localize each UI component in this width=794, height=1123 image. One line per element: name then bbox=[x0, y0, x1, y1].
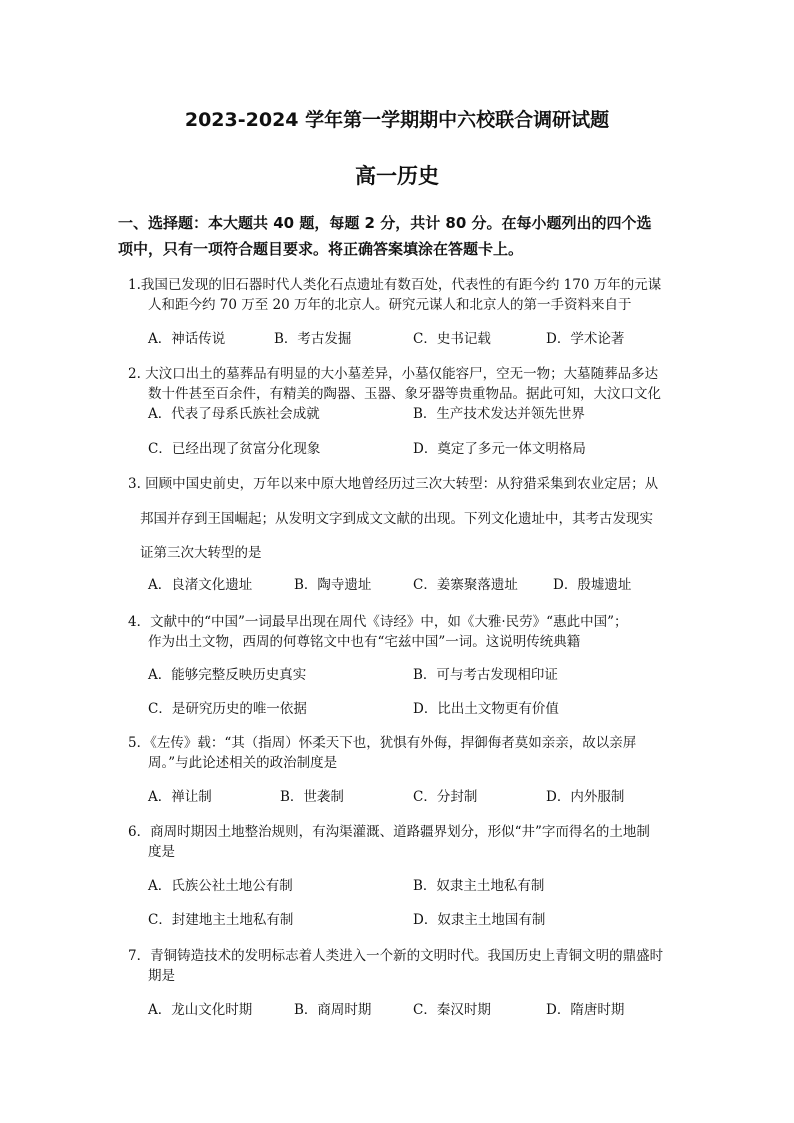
question-3-option-b: B．陶寺遗址 bbox=[294, 577, 372, 593]
question-1-line-1: 1.我国已发现的旧石器时代人类化石点遗址有数百处，代表性的有距今约 170 万年的元谋 bbox=[128, 277, 662, 293]
question-7-line-2: 期是 bbox=[148, 968, 175, 984]
question-1-option-d: D．学术论著 bbox=[546, 331, 625, 347]
question-1-option-c: C．史书记载 bbox=[413, 331, 491, 347]
question-7-line-1: 7．青铜铸造技术的发明标志着人类进入一个新的文明时代。我国历史上青铜文明的鼎盛时 bbox=[128, 948, 664, 964]
question-3-line-2: 邦国并存到王国崛起；从发明文字到成文文献的出现。下列文化遗址中，其考古发现实 bbox=[140, 511, 653, 527]
question-7-option-d: D．隋唐时期 bbox=[546, 1002, 625, 1018]
question-1-line-2: 人和距今约 70 万至 20 万年的北京人。研究元谋人和北京人的第一手资料来自于 bbox=[148, 297, 632, 313]
question-5-line-1: 5．《左传》载：“其（指周）怀柔天下也，犹惧有外侮，捍御侮者莫如亲亲，故以亲屏 bbox=[128, 735, 637, 751]
question-6-option-d: D．奴隶主土地国有制 bbox=[413, 912, 546, 928]
question-2-option-d: D．奠定了多元一体文明格局 bbox=[413, 441, 586, 457]
question-6-option-b: B．奴隶主土地私有制 bbox=[413, 878, 545, 894]
question-2-option-b: B．生产技术发达并领先世界 bbox=[413, 406, 585, 422]
subject-title: 高一历史 bbox=[355, 164, 439, 188]
question-4-option-c: C．是研究历史的唯一依据 bbox=[148, 701, 307, 717]
section-instructions-line-1: 一、选择题：本大题共 40 题，每题 2 分，共计 80 分。在每小题列出的四个选 bbox=[118, 214, 652, 232]
question-1-option-b: B．考古发掘 bbox=[274, 331, 352, 347]
question-4-option-d: D．比出土文物更有价值 bbox=[413, 701, 559, 717]
question-3-line-1: 3. 回顾中国史前史，万年以来中原大地曾经历过三次大转型：从狩猎采集到农业定居；从 bbox=[128, 476, 659, 492]
page-title: 2023-2024 学年第一学期期中六校联合调研试题 bbox=[184, 109, 610, 131]
question-2-line-1: 2. 大汶口出土的墓葬品有明显的大小墓差异，小墓仅能容尸，空无一物；大墓随葬品多达 bbox=[128, 366, 659, 382]
question-1-option-a: A．神话传说 bbox=[148, 331, 226, 347]
question-4-line-2: 作为出土文物，西周的何尊铭文中也有“宅兹中国”一词。这说明传统典籍 bbox=[148, 634, 581, 650]
section-instructions-line-2: 项中，只有一项符合题目要求。将正确答案填涂在答题卡上。 bbox=[118, 240, 524, 258]
question-5-option-c: C．分封制 bbox=[413, 789, 478, 805]
question-2-option-c: C．已经出现了贫富分化现象 bbox=[148, 441, 321, 457]
question-6-option-c: C．封建地主土地私有制 bbox=[148, 912, 294, 928]
question-6-line-2: 度是 bbox=[148, 844, 175, 860]
question-4-option-b: B．可与考古发现相印证 bbox=[413, 667, 558, 683]
question-3-option-a: A．良渚文化遗址 bbox=[148, 577, 253, 593]
question-7-option-b: B．商周时期 bbox=[294, 1002, 372, 1018]
question-2-option-a: A．代表了母系氏族社会成就 bbox=[148, 406, 320, 422]
question-6-option-a: A．氏族公社土地公有制 bbox=[148, 878, 293, 894]
question-3-option-d: D．殷墟遗址 bbox=[553, 577, 632, 593]
question-6-line-1: 6．商周时期因土地整治规则，有沟渠灌溉、道路疆界划分，形似“井”字而得名的土地制 bbox=[128, 824, 650, 840]
question-2-line-2: 数十件甚至百余件，有精美的陶器、玉器、象牙器等贵重物品。据此可知，大汶口文化 bbox=[148, 386, 661, 402]
question-7-option-c: C．秦汉时期 bbox=[413, 1002, 491, 1018]
question-4-line-1: 4．文献中的“中国”一词最早出现在周代《诗经》中，如《大雅·民劳》“惠此中国”； bbox=[128, 614, 628, 630]
question-5-option-d: D．内外服制 bbox=[546, 789, 625, 805]
question-5-line-2: 周。”与此论述相关的政治制度是 bbox=[148, 755, 338, 771]
question-3-line-3: 证第三次大转型的是 bbox=[140, 545, 262, 561]
question-7-option-a: A．龙山文化时期 bbox=[148, 1002, 253, 1018]
question-3-option-c: C．姜寨聚落遗址 bbox=[413, 577, 518, 593]
question-5-option-b: B．世袭制 bbox=[280, 789, 344, 805]
question-4-option-a: A．能够完整反映历史真实 bbox=[148, 667, 307, 683]
question-5-option-a: A．禅让制 bbox=[148, 789, 212, 805]
